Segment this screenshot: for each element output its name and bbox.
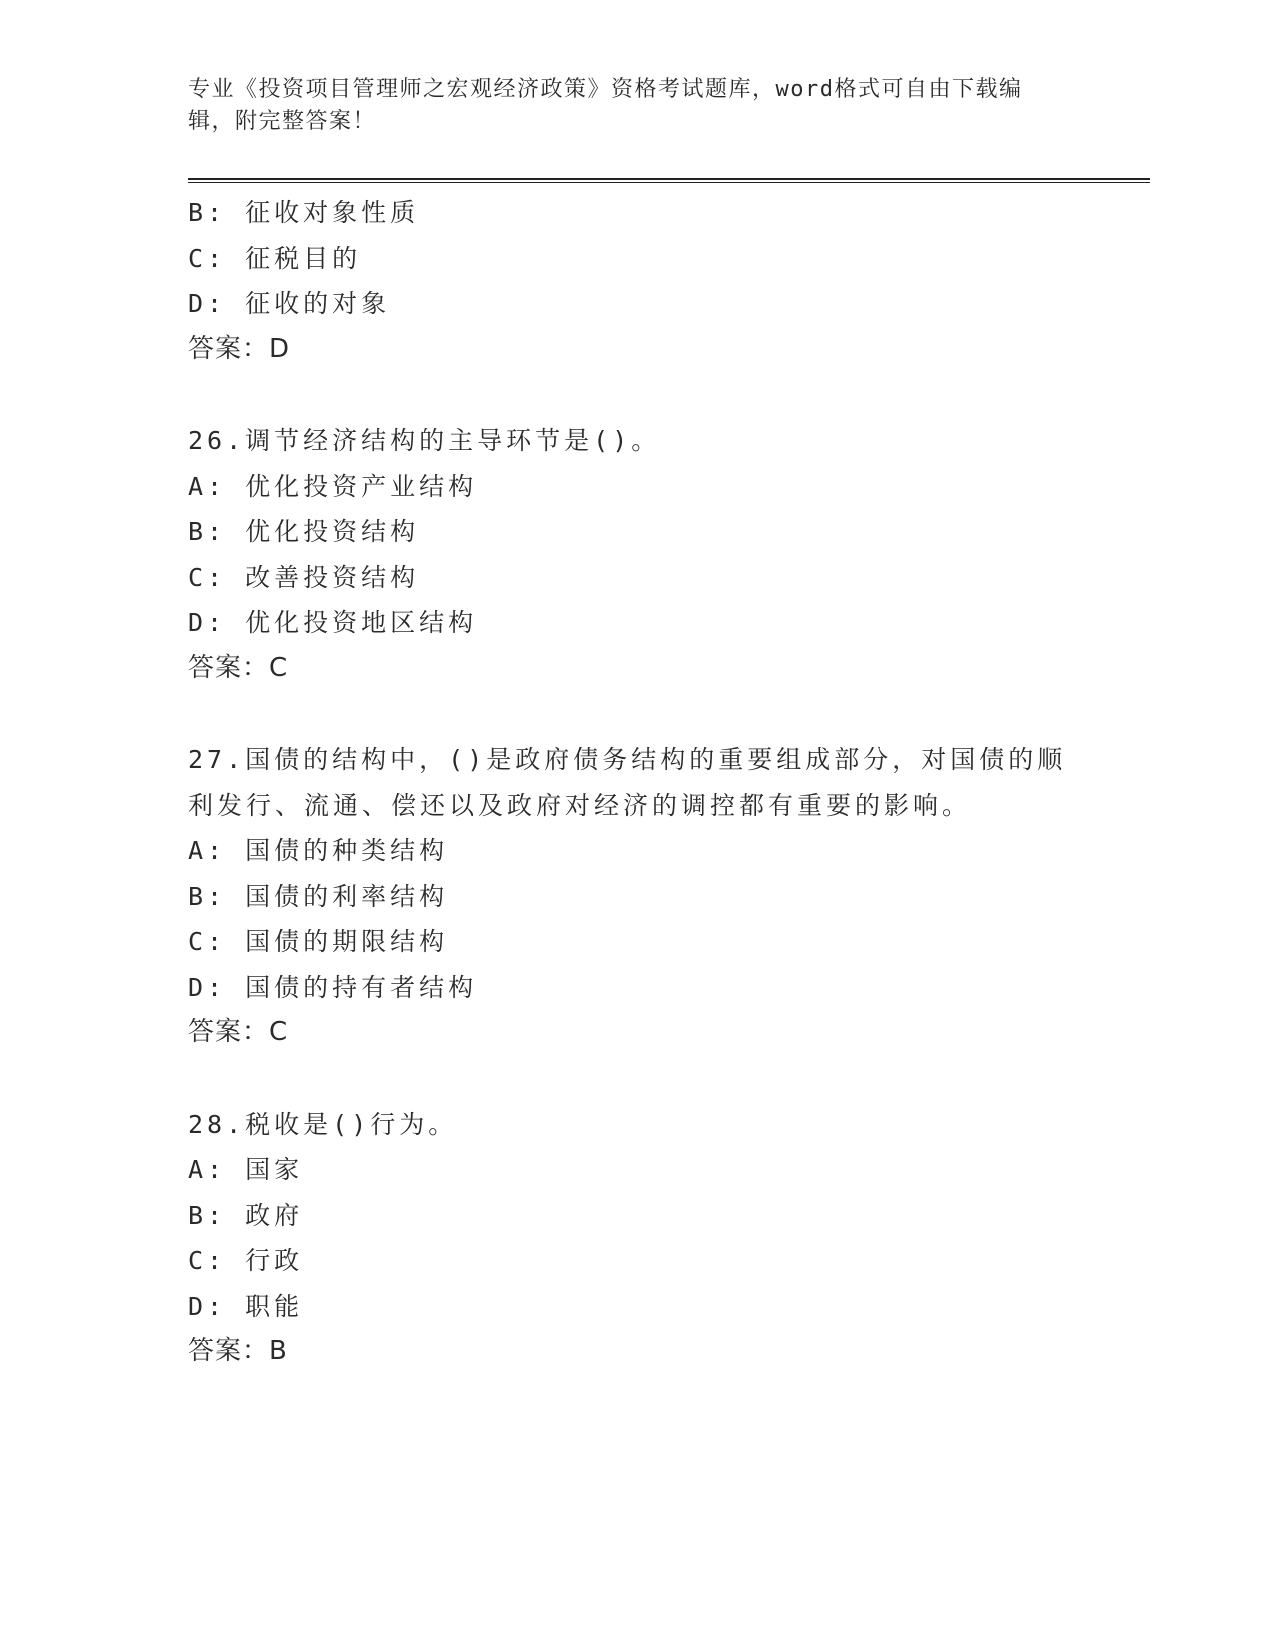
option-label: D:: [188, 608, 227, 637]
option-text: 国家: [245, 1155, 304, 1184]
option-line: [188, 1238, 1088, 1284]
answer-line: 答案：C: [188, 652, 289, 683]
option-label: C:: [188, 562, 227, 592]
spacer: [188, 372, 1088, 418]
question-block-25: [188, 190, 1088, 372]
question-stem: 28.税收是()行为。: [188, 1109, 458, 1139]
option-line: [188, 919, 1088, 965]
option-label: A:: [188, 1155, 227, 1184]
option-text: 国债的持有者结构: [245, 972, 478, 1002]
question-block-26: [188, 418, 1088, 691]
option-label: D:: [188, 1291, 227, 1321]
question-list: [188, 190, 1088, 1375]
option-line: [188, 1193, 1088, 1239]
question-stem: 27.国债的结构中，()是政府债务结构的重要组成部分，对国债的顺利发行、流通、偿还以及政府对经济的调控都有重要的影响。: [188, 745, 1067, 820]
option-text: 征收的对象: [245, 289, 391, 318]
option-label: B:: [188, 1200, 227, 1230]
spacer: [188, 691, 1088, 737]
option-text: 优化投资产业结构: [245, 471, 478, 501]
option-text: 国债的种类结构: [245, 836, 449, 865]
option-label: A:: [188, 836, 227, 865]
option-label: C:: [188, 1246, 227, 1275]
option-text: 职能: [245, 1291, 304, 1321]
option-text: 优化投资结构: [245, 517, 420, 546]
answer-line: 答案：C: [188, 1017, 289, 1047]
question-stem: 26.调节经济结构的主导环节是()。: [188, 426, 661, 455]
option-label: D:: [188, 972, 227, 1002]
option-line: [188, 600, 1088, 646]
option-text: 国债的期限结构: [245, 927, 449, 956]
option-text: 征税目的: [245, 243, 362, 273]
option-text: 优化投资地区结构: [245, 608, 478, 637]
option-text: 国债的利率结构: [245, 881, 449, 911]
option-text: 行政: [245, 1246, 304, 1275]
option-label: B:: [188, 198, 227, 227]
answer-line: 答案：D: [188, 333, 291, 364]
option-text: 政府: [245, 1200, 304, 1230]
header-divider-bottom: [188, 182, 1150, 183]
option-label: C:: [188, 927, 227, 956]
spacer: [188, 1056, 1088, 1102]
header-divider-top: [188, 178, 1150, 180]
document-header: 专业《投资项目管理师之宏观经济政策》资格考试题库，word格式可自由下载编辑，附完整答案！: [188, 77, 1023, 134]
option-label: A:: [188, 471, 227, 501]
option-line: [188, 1284, 1088, 1330]
option-label: C:: [188, 243, 227, 273]
option-line: [188, 874, 1088, 920]
option-line: [188, 509, 1088, 555]
answer-line: 答案：B: [188, 1336, 288, 1366]
option-line: [188, 555, 1088, 601]
option-label: B:: [188, 517, 227, 546]
option-text: 征收对象性质: [245, 198, 420, 227]
option-label: B:: [188, 881, 227, 911]
option-line: [188, 828, 1088, 874]
option-line: [188, 236, 1088, 282]
option-line: [188, 464, 1088, 510]
option-line: [188, 281, 1088, 327]
option-line: [188, 1147, 1088, 1193]
option-text: 改善投资结构: [245, 562, 420, 592]
question-block-28: [188, 1102, 1088, 1375]
question-block-27: [188, 737, 1088, 1056]
option-label: D:: [188, 289, 227, 318]
option-line: [188, 965, 1088, 1011]
option-line: [188, 190, 1088, 236]
